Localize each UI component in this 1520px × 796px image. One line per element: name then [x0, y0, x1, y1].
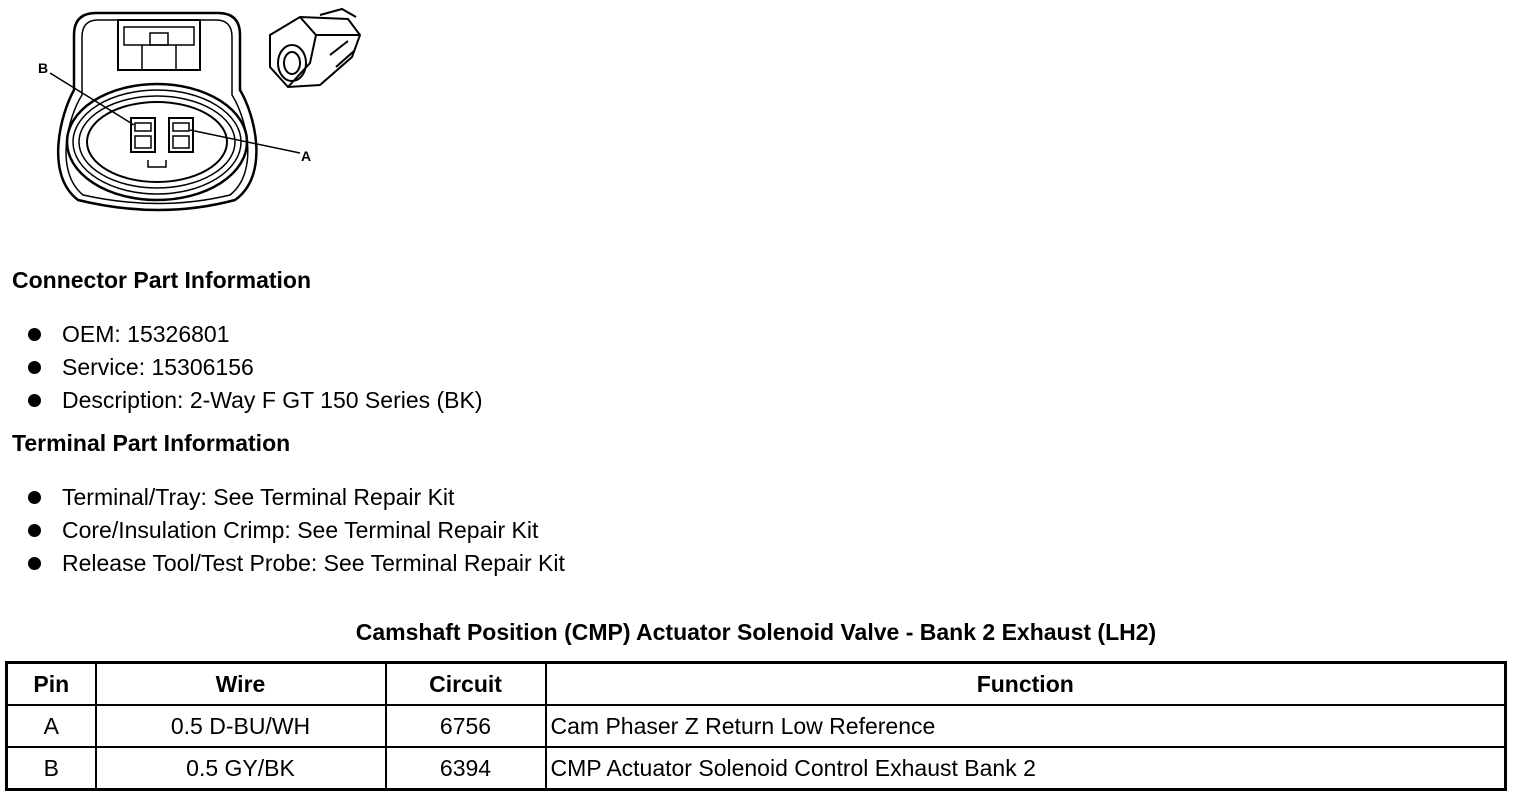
bullet-icon — [28, 394, 41, 407]
list-item — [28, 547, 565, 580]
cell-wire: 0.5 D-BU/WH — [96, 705, 386, 747]
cell-function: CMP Actuator Solenoid Control Exhaust Bank 2 — [546, 747, 1506, 790]
bullet-icon — [28, 328, 41, 341]
bullet-icon — [28, 361, 41, 374]
table-title: Camshaft Position (CMP) Actuator Solenoid Valve - Bank 2 Exhaust (LH2) — [355, 619, 1157, 645]
pin-label-a: A — [301, 148, 312, 164]
table-row — [7, 747, 1506, 790]
bullet-icon — [28, 557, 41, 570]
column-header-function: Function — [546, 663, 1506, 706]
connector-iso-view — [270, 9, 360, 87]
column-header-circuit: Circuit — [386, 663, 546, 706]
table-row — [7, 705, 1506, 747]
list-item — [28, 481, 565, 514]
list-item — [28, 318, 483, 351]
cell-function: Cam Phaser Z Return Low Reference — [546, 705, 1506, 747]
connector-info-list — [28, 318, 483, 417]
column-header-wire: Wire — [96, 663, 386, 706]
cell-pin: A — [7, 705, 96, 747]
list-item-text: Terminal/Tray: See Terminal Repair Kit — [62, 484, 455, 510]
table-header-row — [7, 663, 1506, 706]
bullet-icon — [28, 524, 41, 537]
column-header-pin: Pin — [7, 663, 96, 706]
list-item-text: Service: 15306156 — [62, 354, 254, 380]
terminal-info-list — [28, 481, 565, 580]
cell-circuit: 6756 — [386, 705, 546, 747]
connector-diagram — [30, 5, 370, 220]
cell-wire: 0.5 GY/BK — [96, 747, 386, 790]
bullet-icon — [28, 491, 41, 504]
list-item — [28, 514, 565, 547]
list-item — [28, 351, 483, 384]
cell-pin: B — [7, 747, 96, 790]
pinout-table — [5, 661, 1507, 791]
list-item-text: Release Tool/Test Probe: See Terminal Repair Kit — [62, 550, 565, 576]
list-item-text: Description: 2-Way F GT 150 Series (BK) — [62, 387, 483, 413]
connector-info-title: Connector Part Information — [12, 267, 312, 293]
terminal-info-title: Terminal Part Information — [12, 430, 291, 456]
list-item — [28, 384, 483, 417]
list-item-text: OEM: 15326801 — [62, 321, 230, 347]
pin-label-b: B — [38, 60, 49, 76]
list-item-text: Core/Insulation Crimp: See Terminal Repair Kit — [62, 517, 539, 543]
cell-circuit: 6394 — [386, 747, 546, 790]
